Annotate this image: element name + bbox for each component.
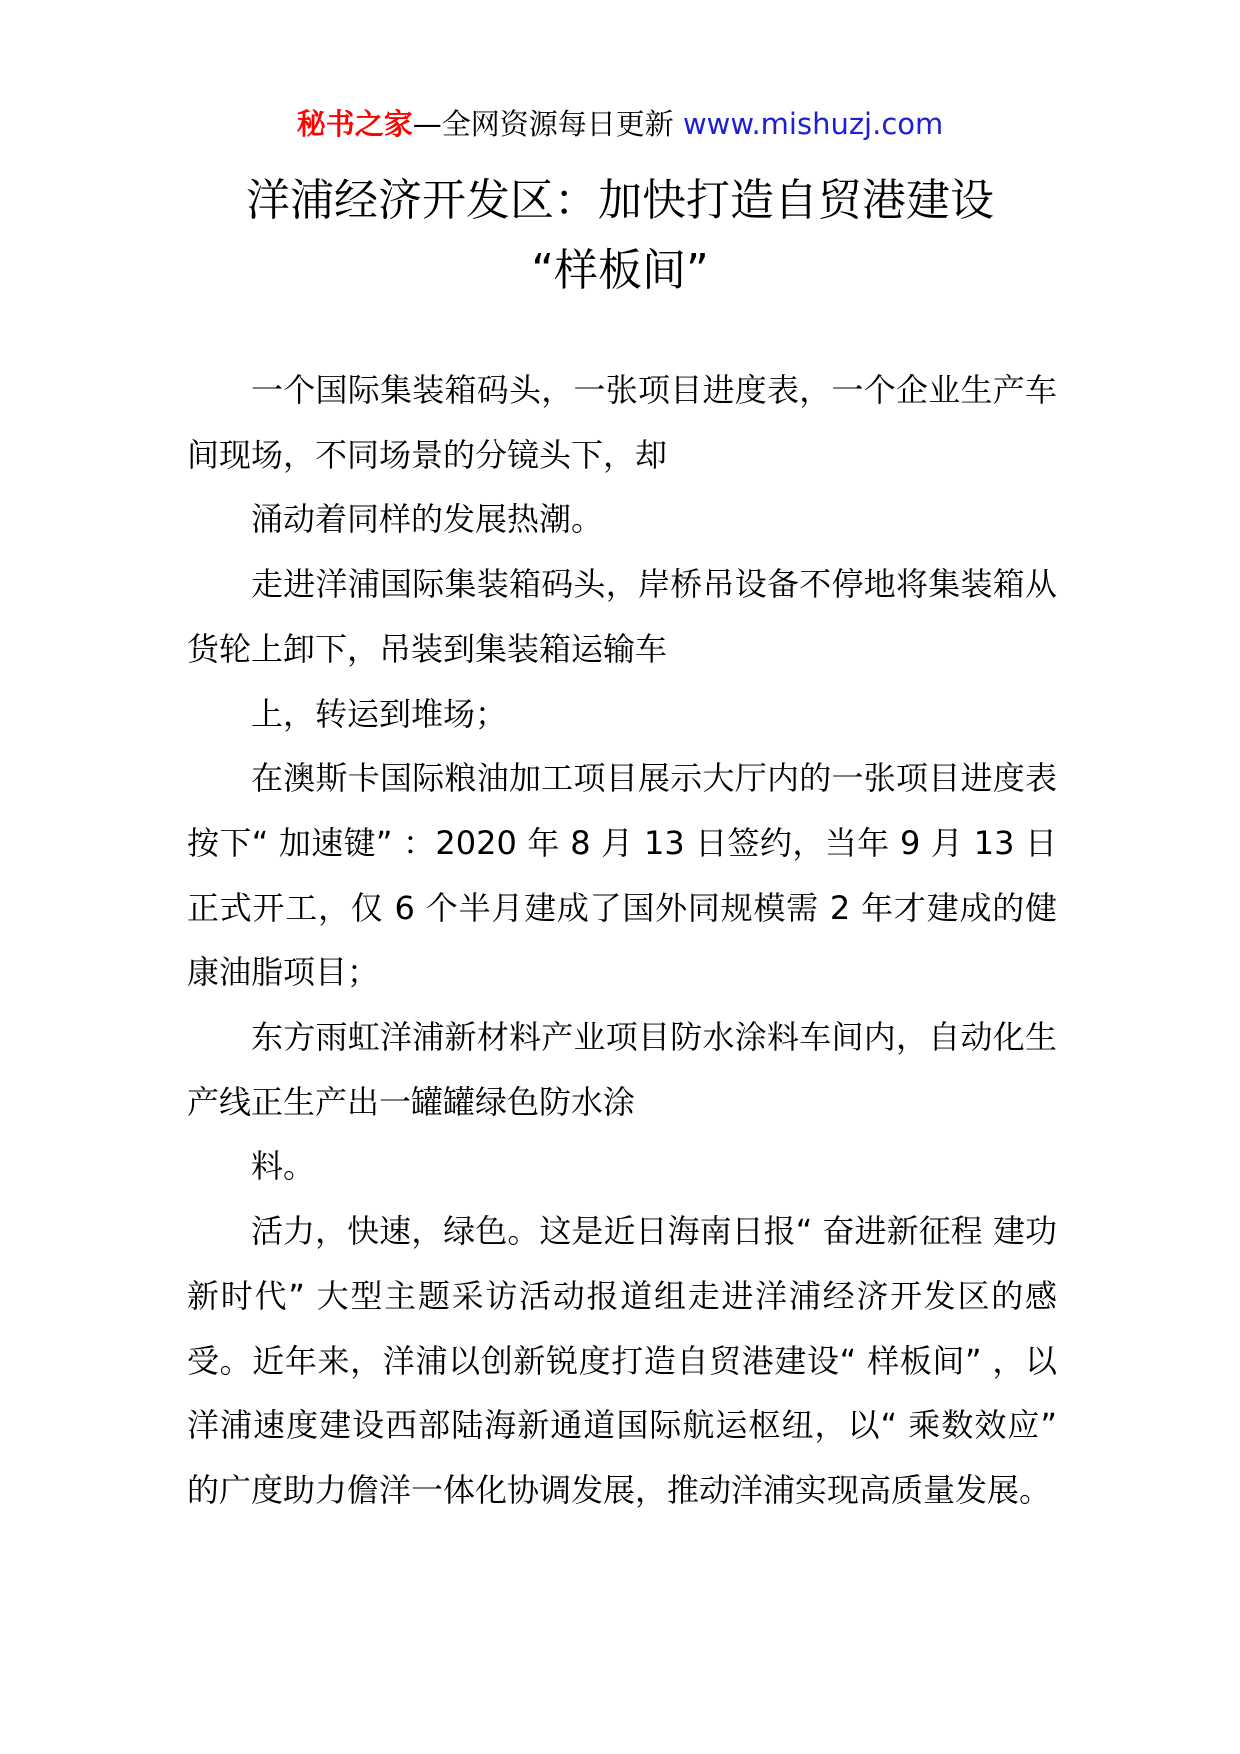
title-line-1: 洋浦经济开发区：加快打造自贸港建设 bbox=[246, 175, 994, 226]
site-url-link[interactable]: www.mishuzj.com bbox=[682, 107, 944, 141]
paragraph-continuation: 上，转运到堆场； bbox=[251, 694, 508, 733]
document-title bbox=[0, 166, 1240, 306]
title-line-2: “样板间” bbox=[531, 245, 709, 296]
paragraph-continuation: 涌动着同样的发展热潮。 bbox=[251, 500, 604, 539]
brand-name: 秘书之家 bbox=[296, 107, 413, 141]
paragraph-continuation: 料。 bbox=[251, 1147, 316, 1186]
article-body bbox=[187, 358, 1057, 1523]
paragraph: 在澳斯卡国际粮油加工项目展示大厅内的一张项目进度表按下“ 加速键” ：2020 年 8 月 13 日签约，当年 9 月 13 日正式开工，仅 6 个半月建成了国外同规模需 2 年才建成的健康油脂项目； bbox=[187, 759, 1057, 992]
paragraph: 活力，快速，绿色。这是近日海南日报“ 奋进新征程 建功新时代” 大型主题采访活动报道组走进洋浦经济开发区的感受。近年来，洋浦以创新锐度打造自贸港建设“ 样板间” ，以洋浦速度建设西部陆海新通道国际航运枢纽，以“ 乘数效应” 的广度助力儋洋一体化协调发展，推动洋浦实现高质量发展。 bbox=[187, 1212, 1057, 1509]
header-tagline: —全网资源每日更新 bbox=[412, 107, 683, 141]
paragraph: 东方雨虹洋浦新材料产业项目防水涂料车间内，自动化生产线正生产出一罐罐绿色防水涂 bbox=[187, 1018, 1057, 1121]
paragraph: 走进洋浦国际集装箱码头，岸桥吊设备不停地将集装箱从货轮上卸下，吊装到集装箱运输车 bbox=[187, 565, 1057, 668]
paragraph: 一个国际集装箱码头，一张项目进度表，一个企业生产车间现场，不同场景的分镜头下，却 bbox=[187, 371, 1057, 474]
site-header bbox=[0, 102, 1240, 146]
